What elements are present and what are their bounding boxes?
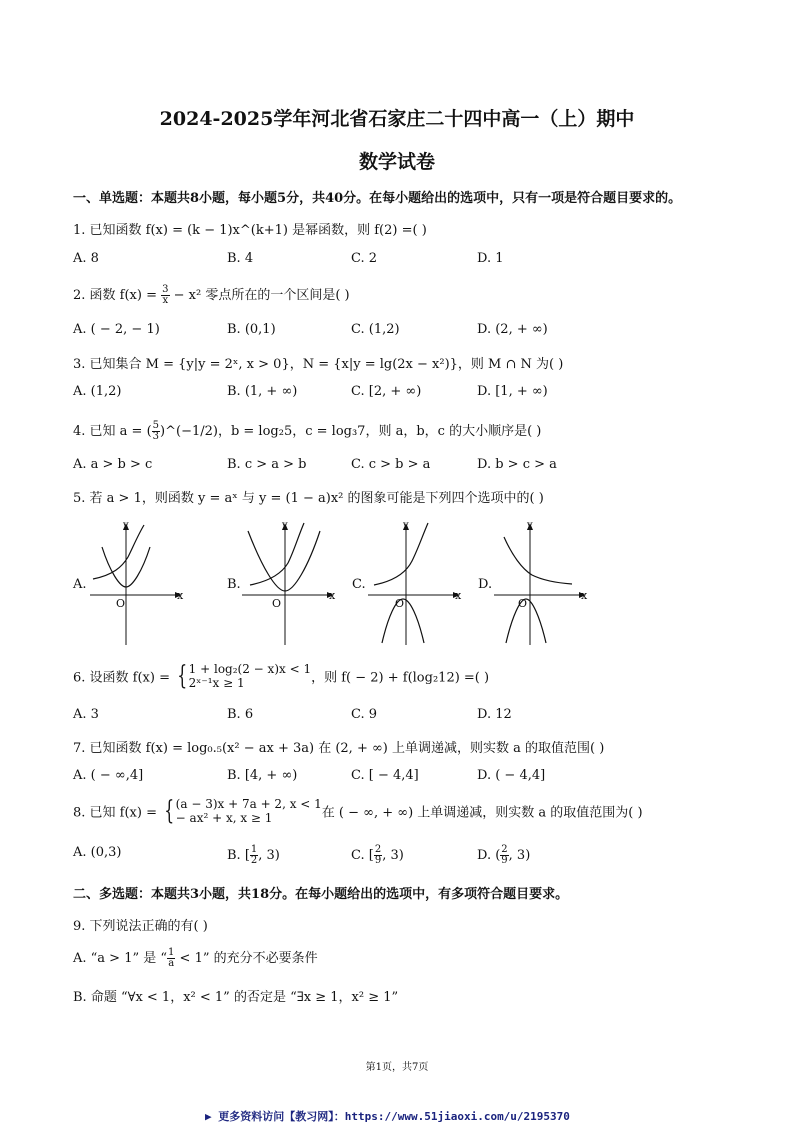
graph-c-label: C. xyxy=(352,577,366,592)
option-c: C. c > b > a xyxy=(351,457,431,472)
origin-label: O xyxy=(518,597,528,610)
brace: { xyxy=(164,796,175,826)
graph-a xyxy=(88,517,193,647)
question-9-option-b: B. 命题 “∀x < 1，x² < 1” 的否定是 “∃x ≥ 1，x² ≥ 1” xyxy=(73,990,399,1005)
exam-subject: 数学试卷 xyxy=(358,151,435,173)
question-9: 9. 下列说法正确的有( ) xyxy=(73,919,208,934)
option-b: B. 4 xyxy=(227,251,254,266)
origin-label: O xyxy=(116,597,126,610)
x-axis-label: x xyxy=(455,589,462,602)
question-8: 8. 已知 f(x) = { (a − 3)x + 7a + 2, x < 1 − ax² + x, x ≥ 1 在 ( − ∞, + ∞) 上单调递减，则实数 a 的取值范围为( ) xyxy=(73,796,643,826)
option-c: C. [ $\frac{2}{9}$ , 3) xyxy=(351,844,404,866)
option-c: C. 2 xyxy=(351,251,378,266)
question-1-options xyxy=(73,251,733,269)
question-9-option-a: A. “a > 1” 是 “ $\frac{1}{a}$ < 1” 的充分不必要条件 xyxy=(73,947,318,969)
question-5: 5. 若 a > 1，则函数 y = aˣ 与 y = (1 − a)x² 的图象可能是下列四个选项中的( ) xyxy=(73,491,544,506)
option-a: A. (0,3) xyxy=(73,845,122,860)
option-b: B. (0,1) xyxy=(227,322,276,337)
section-1-heading: 一、单选题：本题共8小题，每小题5分，共40分。在每小题给出的选项中，只有一项是符合题目要求的。 xyxy=(73,191,682,206)
option-a: A. a > b > c xyxy=(73,457,153,472)
fraction: $\frac{3}{x}$ xyxy=(162,284,169,306)
option-c: C. [ − 4,4] xyxy=(351,768,419,783)
option-a: A. ( − 2, − 1) xyxy=(73,322,160,337)
y-axis-label: y xyxy=(403,520,409,531)
question-2: 2. 函数 f(x) = $\frac{3}{x}$ − x² 零点所在的一个区间是( ) xyxy=(73,284,350,306)
option-d: D. (2, + ∞) xyxy=(477,322,548,337)
fraction: $\frac{5}{3}$ xyxy=(152,420,160,442)
option-a: A. 3 xyxy=(73,707,99,722)
x-axis-label: x xyxy=(329,589,336,602)
option-b: B. c > a > b xyxy=(227,457,307,472)
question-6-options xyxy=(73,707,733,725)
source-banner: ▶ 更多资料访问【教习网】：https://www.51jiaoxi.com/u/2195370 xyxy=(205,1110,570,1123)
graph-b-label: B. xyxy=(227,577,241,592)
graph-b xyxy=(240,517,345,647)
question-3-options xyxy=(73,384,733,402)
option-a: A. (1,2) xyxy=(73,384,122,399)
y-axis-label: y xyxy=(123,520,129,531)
option-d: D. [1, + ∞) xyxy=(477,384,548,399)
graph-a-label: A. xyxy=(73,577,87,592)
option-a: A. 8 xyxy=(73,251,99,266)
option-d: D. 12 xyxy=(477,707,512,722)
piecewise: (a − 3)x + 7a + 2, x < 1 − ax² + x, x ≥ 1 xyxy=(175,797,322,825)
question-3: 3. 已知集合 M = {y|y = 2ˣ, x > 0}，N = {x|y = lg(2x − x²)}，则 M ∩ N 为( ) xyxy=(73,357,564,372)
question-8-options xyxy=(73,844,733,866)
option-c: C. 9 xyxy=(351,707,378,722)
y-axis-label: y xyxy=(282,520,288,531)
option-b: B. [ $\frac{1}{2}$ , 3) xyxy=(227,844,280,866)
question-4: 4. 已知 a = ( $\frac{5}{3}$ )^(−1/2)，b = log₂5，c = log₃7，则 a，b，c 的大小顺序是( ) xyxy=(73,420,542,442)
page-footer: 第1页，共7页 xyxy=(365,1062,429,1073)
question-6: 6. 设函数 f(x) = { 1 + log₂(2 − x)x < 1 2ˣ⁻¹x ≥ 1 ，则 f( − 2) + f(log₂12) =( ) xyxy=(73,661,490,691)
x-axis-label: x xyxy=(581,589,588,602)
origin-label: O xyxy=(395,597,405,610)
option-a: A. ( − ∞,4] xyxy=(73,768,144,783)
section-2-heading: 二、多选题：本题共3小题，共18分。在每小题给出的选项中，有多项符合题目要求。 xyxy=(73,887,569,902)
brace: { xyxy=(177,661,188,691)
option-d: D. ( $\frac{2}{9}$ , 3) xyxy=(477,844,531,866)
option-d: D. ( − 4,4] xyxy=(477,768,546,783)
y-axis-label: y xyxy=(527,520,533,531)
question-2-options xyxy=(73,322,733,340)
option-b: B. (1, + ∞) xyxy=(227,384,298,399)
x-axis-label: x xyxy=(177,589,184,602)
question-7: 7. 已知函数 f(x) = log₀.₅(x² − ax + 3a) 在 (2, + ∞) 上单调递减，则实数 a 的取值范围( ) xyxy=(73,741,605,756)
graph-c xyxy=(366,517,471,647)
option-d: D. 1 xyxy=(477,251,504,266)
exam-title: 2024-2025学年河北省石家庄二十四中高一（上）期中 xyxy=(159,108,635,130)
question-7-options xyxy=(73,768,733,786)
question-1: 1. 已知函数 f(x) = (k − 1)x^(k+1) 是幂函数，则 f(2) =( ) xyxy=(73,223,427,238)
origin-label: O xyxy=(272,597,282,610)
piecewise: 1 + log₂(2 − x)x < 1 2ˣ⁻¹x ≥ 1 xyxy=(188,662,312,690)
question-4-options xyxy=(73,457,733,475)
graph-d-label: D. xyxy=(478,577,493,592)
graph-d xyxy=(492,517,597,647)
option-c: C. [2, + ∞) xyxy=(351,384,422,399)
option-b: B. 6 xyxy=(227,707,254,722)
option-b: B. [4, + ∞) xyxy=(227,768,298,783)
option-c: C. (1,2) xyxy=(351,322,400,337)
option-d: D. b > c > a xyxy=(477,457,557,472)
